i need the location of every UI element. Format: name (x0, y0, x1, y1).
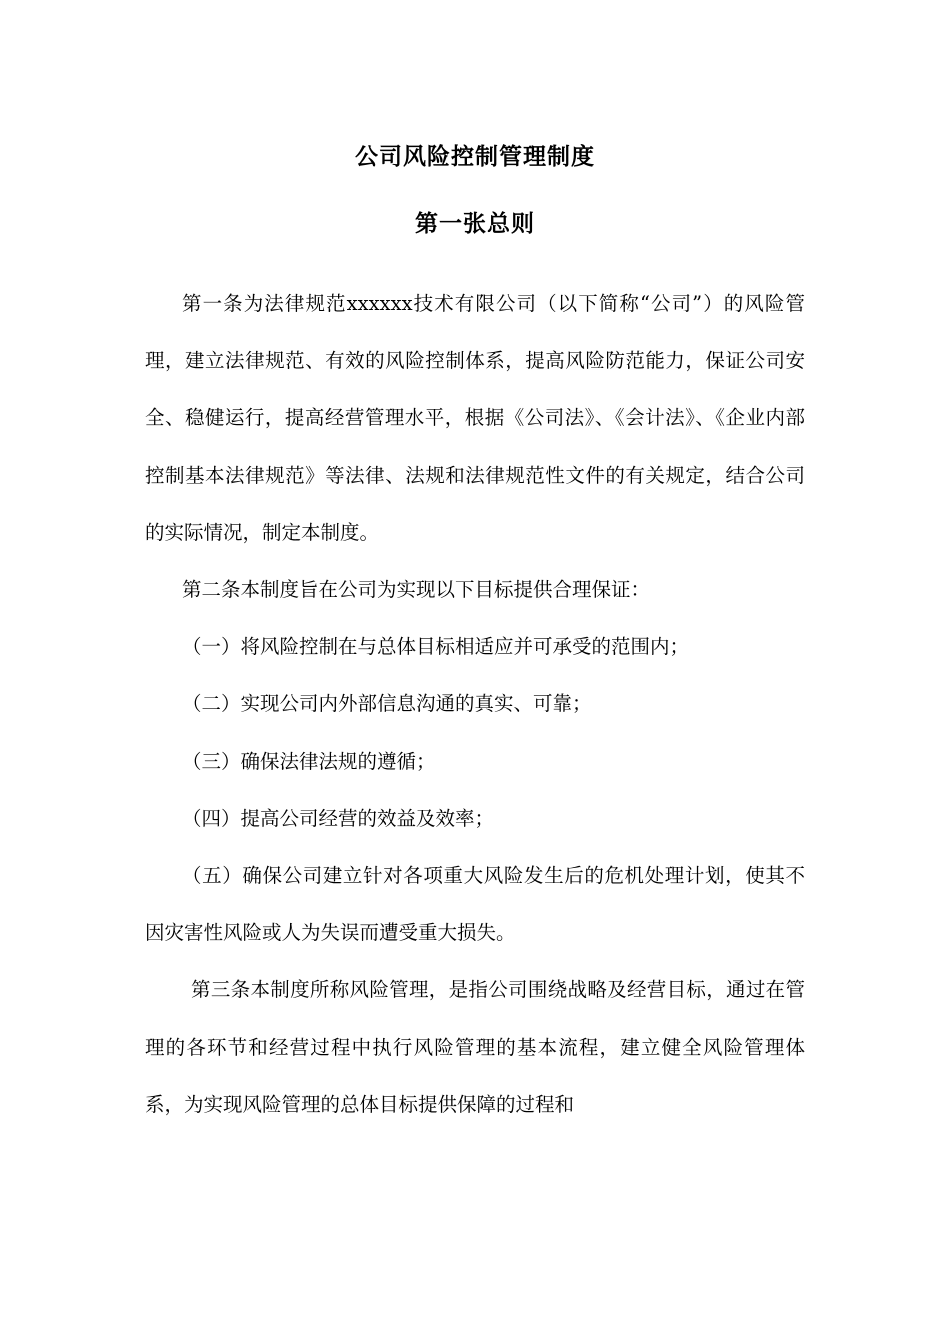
list-item-4: （四）提高公司经营的效益及效率； (182, 806, 495, 830)
article-1-paragraph: 第一条为法律规范xxxxxx技术有限公司（以下简称“公司”）的风险管理，建立法律规范、有效的风险控制体系，提高风险防范能力，保证公司安全、稳健运行，提高经营管理水平，根据《公司法》、《会计法》、《企业内部控制基本法律规范》等法律、法规和法律规范性文件的有关规定，结合公司的实际情况，制定本制度。 (145, 292, 805, 544)
list-item-5: （五）确保公司建立针对各项重大风险发生后的危机处理计划，使其不因灾害性风险或人为失误而遭受重大损失。 (145, 864, 805, 945)
document-body (145, 275, 805, 1133)
document-title: 公司风险控制管理制度 (355, 143, 595, 170)
list-item-1: （一）将风险控制在与总体目标相适应并可承受的范围内； (182, 635, 690, 659)
article-3-paragraph: 第三条本制度所称风险管理，是指公司围绕战略及经营目标，通过在管理的各环节和经营过程中执行风险管理的基本流程，建立健全风险管理体系，为实现风险管理的总体目标提供保障的过程和 (145, 978, 805, 1116)
list-item-2: （二）实现公司内外部信息沟通的真实、可靠； (182, 692, 592, 716)
chapter-heading: 第一张总则 (415, 210, 535, 237)
article-2-paragraph: 第二条本制度旨在公司为实现以下目标提供合理保证： (182, 578, 651, 602)
list-item-3: （三）确保法律法规的遵循； (182, 749, 436, 773)
